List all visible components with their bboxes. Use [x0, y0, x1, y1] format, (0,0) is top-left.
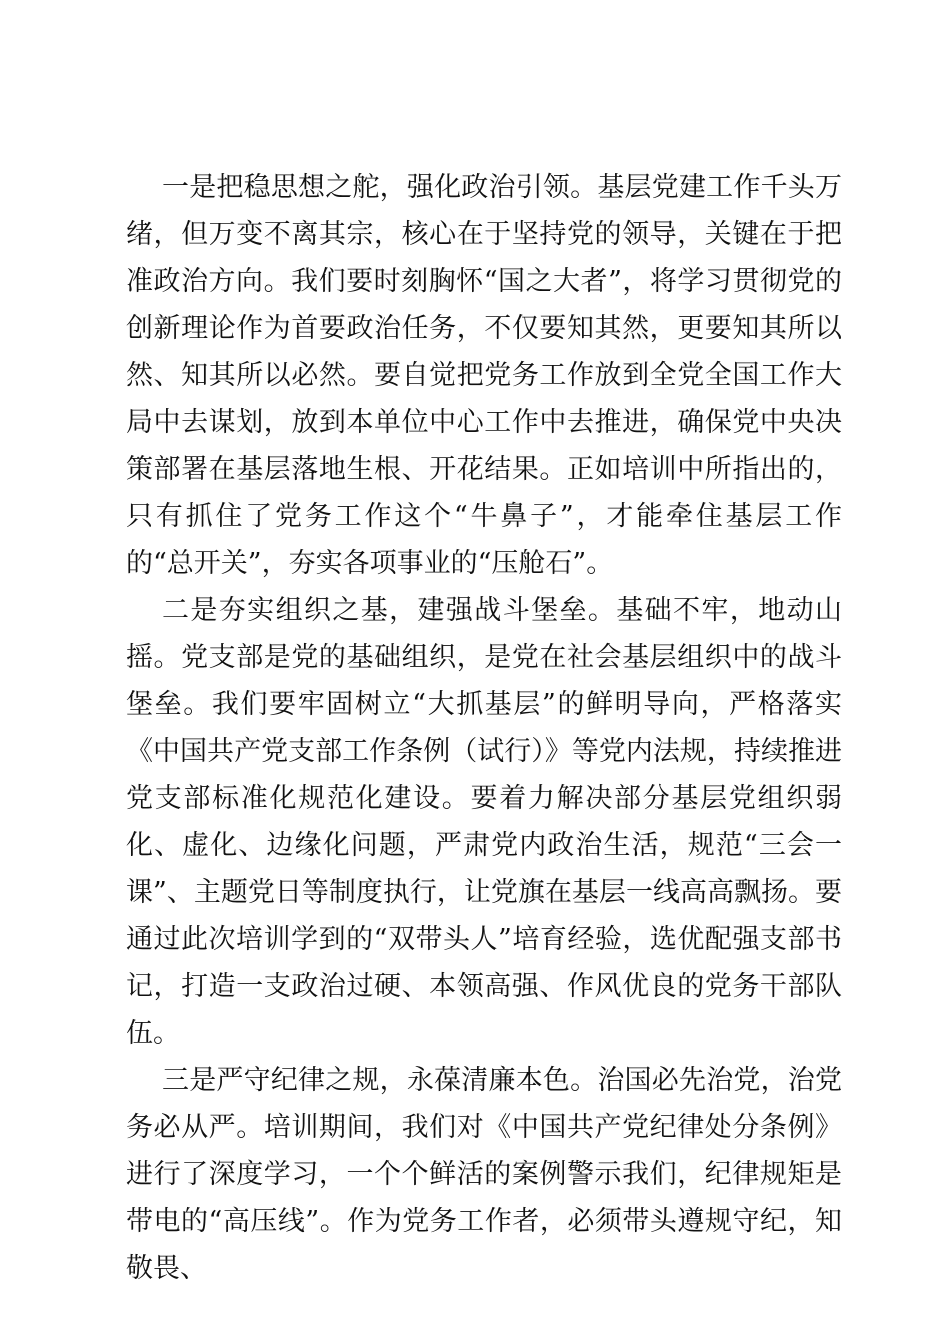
paragraph-ideological-guidance: 一是把稳思想之舵，强化政治引领。基层党建工作千头万绪，但万变不离其宗，核心在于坚持党的领导，关键在于把准政治方向。我们要时刻胸怀“国之大者”，将学习贯彻党的创新理论作为首要政治任务，不仅要知其然，更要知其所以然、知其所以必然。要自觉把党务工作放到全党全国工作大局中去谋划，放到本单位中心工作中去推进，确保党中央决策部署在基层落地生根、开花结果。正如培训中所指出的，只有抓住了党务工作这个“牛鼻子”，才能牵住基层工作的“总开关”，夯实各项事业的“压舱石”。 — [126, 172, 842, 579]
paragraph-discipline-rules: 三是严守纪律之规，永葆清廉本色。治国必先治党，治党务必从严。培训期间，我们对《中国共产党纪律处分条例》进行了深度学习，一个个鲜活的案例警示我们，纪律规矩是带电的“高压线”。作为党务工作者，必须带头遵规守纪，知敬畏、 — [126, 1065, 842, 1284]
paragraph-organization-foundation: 二是夯实组织之基，建强战斗堡垒。基础不牢，地动山摇。党支部是党的基础组织，是党在社会基层组织中的战斗堡垒。我们要牢固树立“大抓基层”的鲜明导向，严格落实《中国共产党支部工作条例（试行）》等党内法规，持续推进党支部标准化规范化建设。要着力解决部分基层党组织弱化、虚化、边缘化问题，严肃党内政治生活，规范“三会一课”、主题党日等制度执行，让党旗在基层一线高高飘扬。要通过此次培训学到的“双带头人”培育经验，选优配强支部书记，打造一支政治过硬、本领高强、作风优良的党务干部队伍。 — [126, 595, 842, 1049]
document-body — [126, 164, 842, 1292]
